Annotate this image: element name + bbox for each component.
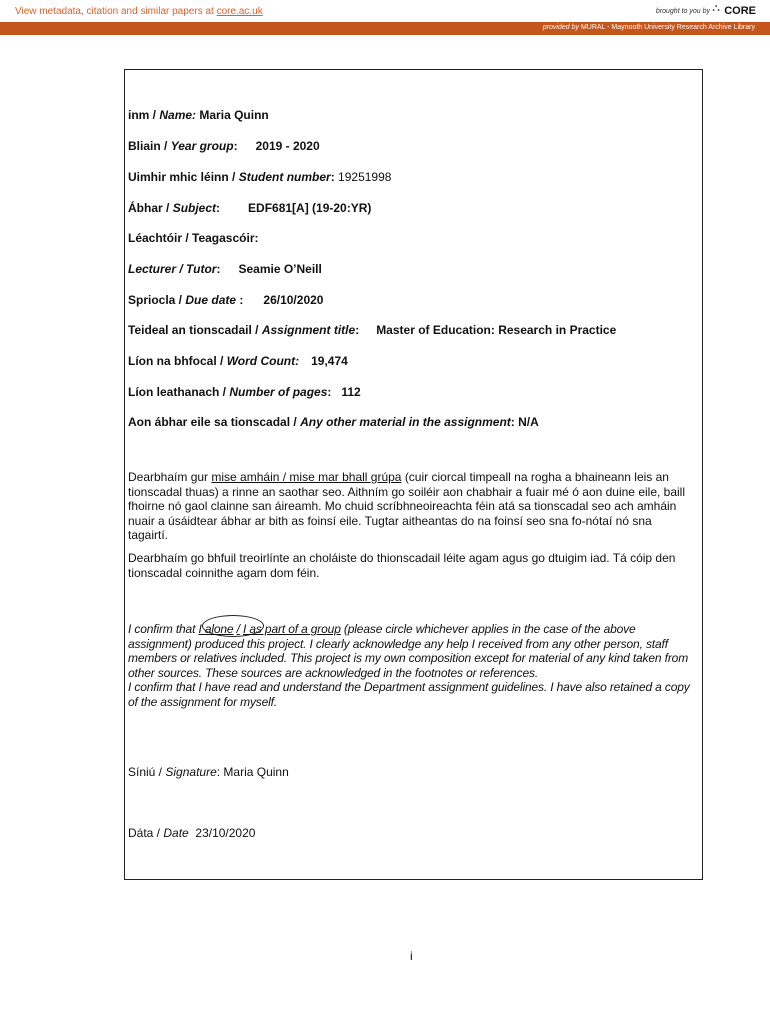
pages-label-en: Number of pages xyxy=(229,385,328,399)
declaration-en-paragraph xyxy=(128,622,700,709)
core-link[interactable]: core.ac.uk xyxy=(216,6,263,17)
lecturer-label-en: Lecturer / Tutor xyxy=(128,262,217,276)
metadata-text: View metadata, citation and similar papers at xyxy=(15,6,214,17)
provider-prefix: provided by xyxy=(542,24,580,31)
signature-value: Maria Quinn xyxy=(223,765,289,779)
decl-en-rest: (please circle whichever applies in the case of the above assignment) produced this project. I clearly acknowledge any help I received from any other person, staff members or relatives included. This project is my own composition except for material of any kind taken from other sources. These sources are acknowledged in the footnotes or references. xyxy=(128,622,689,680)
signature-label-en: Signature xyxy=(165,765,217,779)
pages-value: 112 xyxy=(341,385,361,399)
decl-en-separator: / xyxy=(236,622,240,636)
student-label-ga: Uimhir mhic léinn / xyxy=(128,170,236,184)
decl-ga-rest: (cuir ciorcal timpeall na rogha a bhaineann leis an tionscadal thuas) a rinne an saothar seo. Aithním go soiléir aon chabhair a fuair mé ó aon duine eile, baill fhoirne nó gaol clainne san áireamh. Mo chuid scríbhneoireachta féin atá sa tionscadal seo ach amháin nuair a úsáidtear ábhar ar bith as foinsí eile. Tugtar aitheantas do na foinsí seo sna fo-nótaí nó sna tagairtí. xyxy=(128,470,686,542)
year-label-ga: Bliain / xyxy=(128,139,168,153)
year-label-en: Year group xyxy=(170,139,234,153)
core-label[interactable]: CORE xyxy=(724,5,756,17)
teagascoir-row xyxy=(128,231,258,245)
decl-en-option-group: I as part of a group xyxy=(243,622,341,636)
date-label-en: Date xyxy=(163,826,189,840)
signature-label-ga: Síniú / xyxy=(128,765,163,779)
lecturer-row: Lecturer / Tutor: Seamie O’Neill xyxy=(128,262,322,276)
page-number: i xyxy=(410,949,413,963)
decl-en-option-alone: I alone xyxy=(198,622,234,636)
pages-label-ga: Líon leathanach / xyxy=(128,385,227,399)
decl-en-line2: I confirm that I have read and understand the Department assignment guidelines. I have also retained a copy of the assignment for myself. xyxy=(128,680,690,709)
due-value: 26/10/2020 xyxy=(263,293,324,307)
declaration-ga-paragraph-2: Dearbhaím go bhfuil treoirlínte an choláiste do thionscadail léite agam agus go dtuigim iad. Tá cóip den tionscadal coinnithe agam dom féin. xyxy=(128,551,676,580)
decl-ga-start: Dearbhaím gur xyxy=(128,470,209,484)
core-header xyxy=(0,0,770,22)
title-label-ga: Teideal an tionscadail / xyxy=(128,323,259,337)
provider-bar xyxy=(0,22,770,35)
words-value: 19,474 xyxy=(311,354,348,368)
title-label-en: Assignment title xyxy=(261,323,356,337)
subject-label-ga: Ábhar / xyxy=(128,201,170,215)
lecturer-value: Seamie O’Neill xyxy=(238,262,322,276)
date-label-ga: Dáta / xyxy=(128,826,161,840)
other-label-ga: Aon ábhar eile sa tionscadal / xyxy=(128,415,297,429)
other-label-en: Any other material in the assignment xyxy=(300,415,511,429)
other-value: N/A xyxy=(518,415,539,429)
name-label-en: Name: xyxy=(159,108,197,122)
due-label-en: Due date xyxy=(185,293,237,307)
name-value: Maria Quinn xyxy=(199,108,269,122)
subject-value: EDF681[A] (19-20:YR) xyxy=(248,201,372,215)
provider-text xyxy=(543,24,755,31)
student-number-row: Uimhir mhic léinn / Student number: 19251998 xyxy=(128,170,392,184)
student-value: 19251998 xyxy=(338,170,392,184)
brought-by-text: brought to you by xyxy=(655,8,710,15)
title-row: Teideal an tionscadail / Assignment title: Master of Education: Research in Practice xyxy=(128,323,617,337)
date-row xyxy=(128,826,255,840)
words-label-en: Word Count: xyxy=(226,354,300,368)
declaration-ga-paragraph-1 xyxy=(128,470,694,543)
subject-row: Ábhar / Subject: EDF681[A] (19-20:YR) xyxy=(128,201,372,215)
other-material-row: Aon ábhar eile sa tionscadal / Any other material in the assignment: N/A xyxy=(128,415,539,429)
signature-row: Síniú / Signature: Maria Quinn xyxy=(128,765,289,779)
pages-row: Líon leathanach / Number of pages: 112 xyxy=(128,385,361,399)
teagascoir-label: Léachtóir / Teagascóir: xyxy=(128,231,259,245)
metadata-link-row xyxy=(15,6,263,17)
student-label-en: Student number xyxy=(238,170,331,184)
date-value: 23/10/2020 xyxy=(195,826,256,840)
year-value: 2019 - 2020 xyxy=(255,139,320,153)
year-row: Bliain / Year group: 2019 - 2020 xyxy=(128,139,320,153)
name-row xyxy=(128,108,269,122)
decl-ga-options: mise amháin / mise mar bhall grúpa xyxy=(211,470,402,484)
words-label-ga: Líon na bhfocal / xyxy=(128,354,224,368)
due-date-row: Spriocla / Due date : 26/10/2020 xyxy=(128,293,324,307)
title-value: Master of Education: Research in Practice xyxy=(376,323,617,337)
due-label-ga: Spriocla / xyxy=(128,293,183,307)
core-logo-icon: ⛬ xyxy=(712,2,720,14)
provider-name: MURAL - Maynooth University Research Archive Library xyxy=(580,24,755,31)
decl-en-start: I confirm that xyxy=(128,622,196,636)
subject-label-en: Subject xyxy=(172,201,217,215)
word-count-row xyxy=(128,354,348,368)
name-label-ga: inm / xyxy=(128,108,157,122)
